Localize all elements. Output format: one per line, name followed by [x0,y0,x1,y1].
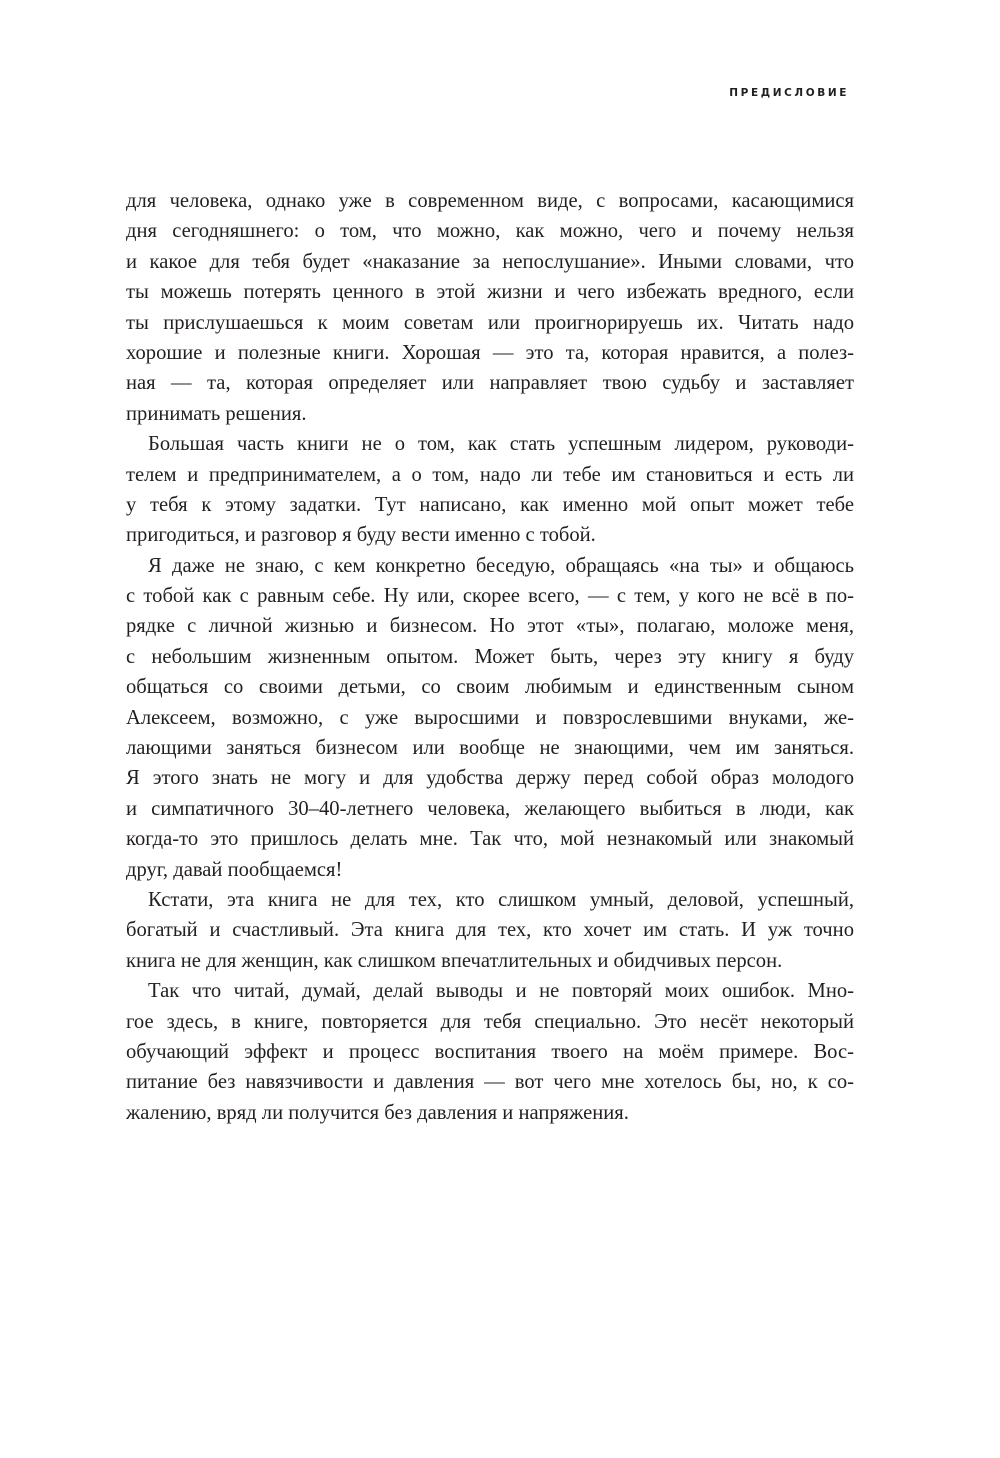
body-text [126,186,854,1128]
paragraph-1 [126,186,854,429]
text-line: дня сегодняшнего: о том, что можно, как можно, чего и почему нельзя [126,220,854,243]
text-line: друг, давай пообщаемся! [126,858,343,881]
text-line: и какое для тебя будет «наказание за непослушание». Иными словами, что [126,250,854,273]
text-line: жалению, вряд ли получится без давления и напряжения. [126,1101,629,1124]
text-line: Алексеем, возможно, с уже выросшими и повзрослевшими внуками, же- [126,706,854,729]
text-line: ты прислушаешься к моим советам или проигнорируешь их. Читать надо [126,311,854,334]
paragraph-4 [126,885,854,976]
text-line: ты можешь потерять ценного в этой жизни и чего избежать вредного, если [126,281,854,304]
text-line: Я даже не знаю, с кем конкретно беседую, обращаясь «на ты» и общаюсь [148,554,854,577]
text-line: когда-то это пришлось делать мне. Так что, мой незнакомый или знакомый [126,828,854,851]
text-line: для человека, однако уже в современном виде, с вопросами, касающимися [126,190,854,212]
text-line: телем и предпринимателем, а о том, надо ли тебе им становиться и есть ли [126,463,854,486]
text-line: ная — та, которая определяет или направляет твою судьбу и заставляет [126,372,854,395]
paragraph-2 [126,429,854,551]
text-line: хорошие и полезные книги. Хорошая — это та, которая нравится, а полез- [126,341,854,364]
text-line: принимать решения. [126,402,307,425]
text-line: обучающий эффект и процесс воспитания твоего на моём примере. Вос- [126,1040,854,1063]
text-line: лающими заняться бизнесом или вообще не знающими, чем им заняться. [126,737,854,760]
running-head-title: ПРЕДИСЛОВИЕ [729,87,849,99]
text-line: питание без навязчивости и давления — вот чего мне хотелось бы, но, к со- [126,1071,854,1094]
text-line: и симпатичного 30–40-летнего человека, желающего выбиться в люди, как [126,797,854,820]
text-line: Я этого знать не могу и для удобства держу перед собой образ молодого [126,767,854,790]
text-line: пригодиться, и разговор я буду вести именно с тобой. [126,524,596,547]
text-line: Так что читай, думай, делай выводы и не повторяй моих ошибок. Мно- [148,980,854,1003]
text-line: с тобой как с равным себе. Ну или, скорее всего, — с тем, у кого не всё в по- [126,585,854,608]
text-line: книга не для женщин, как слишком впечатлительных и обидчивых персон. [126,949,783,972]
text-line: Кстати, эта книга не для тех, кто слишком умный, деловой, успешный, [148,888,854,911]
text-line: рядке с личной жизнью и бизнесом. Но этот «ты», полагаю, моложе меня, [126,615,854,638]
paragraph-5 [126,976,854,1128]
paragraph-3 [126,551,854,885]
text-line: богатый и счастливый. Эта книга для тех, кто хочет им стать. И уж точно [126,919,854,942]
text-line: Большая часть книги не о том, как стать успешным лидером, руководи- [148,433,854,456]
text-line: общаться со своими детьми, со своим любимым и единственным сыном [126,676,854,699]
text-line: у тебя к этому задатки. Тут написано, как именно мой опыт может тебе [126,493,854,516]
text-line: с небольшим жизненным опытом. Может быть, через эту книгу я буду [126,645,854,668]
text-line: гое здесь, в книге, повторяется для тебя специально. Это несёт некоторый [126,1010,854,1033]
